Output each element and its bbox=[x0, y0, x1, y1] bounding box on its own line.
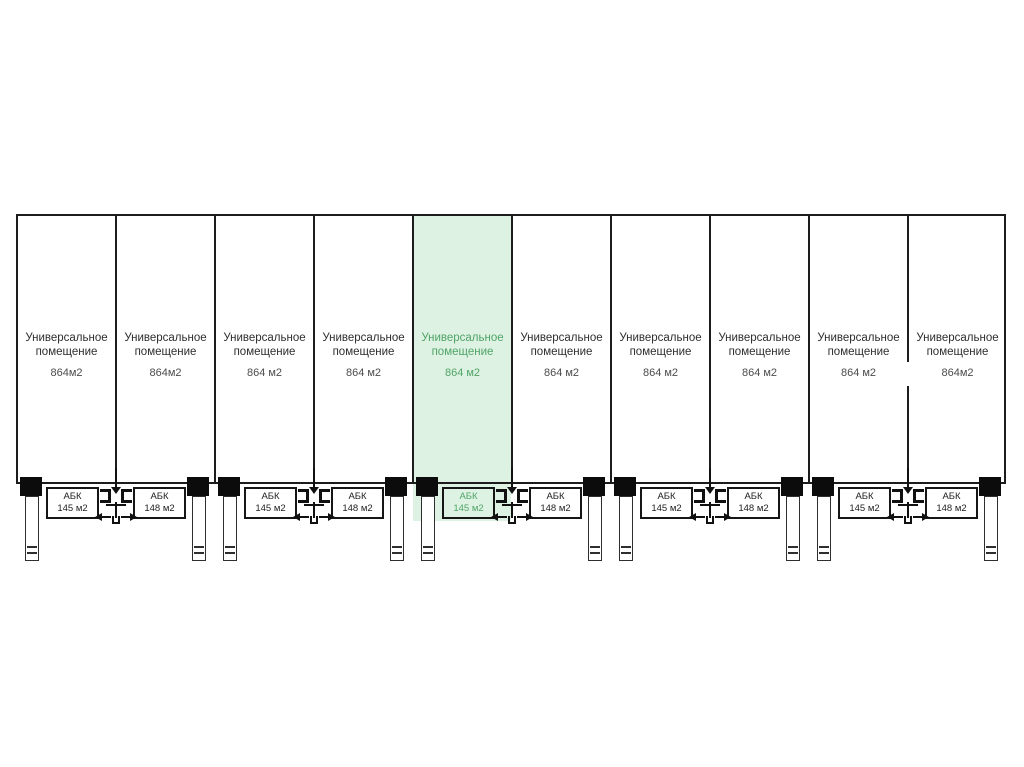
unit-cell-8[interactable] bbox=[710, 214, 809, 484]
pilaster-base-mark bbox=[788, 546, 798, 554]
entrance-crossbar bbox=[700, 504, 720, 506]
door-swing-arrow-left-icon bbox=[95, 513, 102, 521]
abk-room-145 bbox=[46, 487, 99, 519]
structural-column bbox=[218, 477, 240, 496]
door-leaf-icon bbox=[112, 516, 120, 524]
door-swing-arrow-right-icon bbox=[922, 513, 929, 521]
door-frame-right-icon bbox=[913, 489, 924, 503]
entrance-arrow-down-icon bbox=[309, 487, 319, 494]
abk-label: АБК bbox=[150, 490, 169, 502]
pilaster-base-mark bbox=[819, 546, 829, 554]
entrance-arrow-down-icon bbox=[111, 487, 121, 494]
abk-label: АБК bbox=[744, 490, 763, 502]
unit-text bbox=[516, 332, 607, 379]
pilaster-column bbox=[786, 496, 800, 561]
door-swing-line bbox=[102, 516, 111, 518]
door-frame-right-icon bbox=[319, 489, 330, 503]
unit-area: 864м2 bbox=[50, 367, 83, 380]
structural-column bbox=[583, 477, 605, 496]
unit-text bbox=[615, 332, 706, 379]
abk-area: 145 м2 bbox=[651, 503, 682, 514]
abk-label: АБК bbox=[261, 490, 280, 502]
door-frame-left-icon bbox=[694, 489, 705, 503]
door-swing-line bbox=[300, 516, 309, 518]
unit-text bbox=[318, 332, 409, 379]
unit-label: Универсальное помещение bbox=[25, 332, 108, 358]
entrance-stem bbox=[313, 468, 315, 488]
unit-label: Универсальное помещение bbox=[520, 332, 603, 358]
unit-cell-4[interactable] bbox=[314, 214, 413, 484]
door-swing-line bbox=[498, 516, 507, 518]
entrance-crossbar bbox=[502, 504, 522, 506]
unit-area: 864 м2 bbox=[345, 367, 382, 380]
entrance-stem bbox=[115, 468, 117, 488]
pilaster-base-mark bbox=[423, 546, 433, 554]
door-swing-arrow-right-icon bbox=[328, 513, 335, 521]
unit-cell-10[interactable] bbox=[908, 214, 1007, 484]
door-swing-arrow-right-icon bbox=[130, 513, 137, 521]
door-swing-line bbox=[121, 516, 130, 518]
door-swing-arrow-left-icon bbox=[887, 513, 894, 521]
abk-label: АБК bbox=[459, 490, 478, 502]
unit-text bbox=[417, 332, 508, 379]
structural-column bbox=[187, 477, 209, 496]
entrance-vestibule bbox=[94, 468, 138, 526]
door-swing-arrow-right-icon bbox=[526, 513, 533, 521]
door-swing-line bbox=[517, 516, 526, 518]
abk-room-145 bbox=[244, 487, 297, 519]
structural-column bbox=[781, 477, 803, 496]
abk-area: 145 м2 bbox=[57, 503, 88, 514]
unit-cell-1[interactable] bbox=[17, 214, 116, 484]
unit-area: 864 м2 bbox=[642, 367, 679, 380]
pilaster-column bbox=[588, 496, 602, 561]
door-leaf-icon bbox=[310, 516, 318, 524]
pilaster-column bbox=[619, 496, 633, 561]
abk-label: АБК bbox=[546, 490, 565, 502]
door-frame-right-icon bbox=[121, 489, 132, 503]
entrance-vestibule bbox=[490, 468, 534, 526]
door-swing-line bbox=[715, 516, 724, 518]
abk-area: 148 м2 bbox=[144, 503, 175, 514]
pilaster-column bbox=[421, 496, 435, 561]
door-swing-arrow-left-icon bbox=[491, 513, 498, 521]
unit-cell-5-selected[interactable] bbox=[413, 214, 512, 484]
abk-room-145 bbox=[838, 487, 891, 519]
entrance-crossbar bbox=[106, 504, 126, 506]
door-swing-line bbox=[913, 516, 922, 518]
door-frame-left-icon bbox=[298, 489, 309, 503]
entrance-stem bbox=[511, 468, 513, 488]
structural-column bbox=[812, 477, 834, 496]
door-frame-right-icon bbox=[517, 489, 528, 503]
unit-label: Универсальное помещение bbox=[916, 332, 999, 358]
unit-area: 864 м2 bbox=[444, 367, 481, 380]
pilaster-base-mark bbox=[621, 546, 631, 554]
unit-area: 864 м2 bbox=[741, 367, 778, 380]
abk-area: 145 м2 bbox=[453, 503, 484, 514]
door-frame-left-icon bbox=[496, 489, 507, 503]
entrance-stem bbox=[709, 468, 711, 488]
unit-label: Универсальное помещение bbox=[817, 332, 900, 358]
unit-text bbox=[714, 332, 805, 379]
door-swing-arrow-left-icon bbox=[293, 513, 300, 521]
door-swing-line bbox=[696, 516, 705, 518]
abk-pair-3-selected bbox=[413, 468, 611, 568]
door-swing-line bbox=[319, 516, 328, 518]
pilaster-column bbox=[192, 496, 206, 561]
unit-cell-6[interactable] bbox=[512, 214, 611, 484]
pilaster-base-mark bbox=[392, 546, 402, 554]
unit-cell-7[interactable] bbox=[611, 214, 710, 484]
unit-text bbox=[120, 332, 211, 379]
pilaster-column bbox=[25, 496, 39, 561]
unit-area: 864м2 bbox=[941, 367, 974, 380]
unit-text bbox=[21, 332, 112, 379]
abk-pair-5 bbox=[809, 468, 1007, 568]
abk-pair-4 bbox=[611, 468, 809, 568]
entrance-arrow-down-icon bbox=[705, 487, 715, 494]
abk-room-148 bbox=[133, 487, 186, 519]
door-leaf-icon bbox=[904, 516, 912, 524]
abk-room-148 bbox=[727, 487, 780, 519]
abk-room-148 bbox=[331, 487, 384, 519]
entrance-vestibule bbox=[886, 468, 930, 526]
abk-pair-1 bbox=[17, 468, 215, 568]
door-leaf-icon bbox=[508, 516, 516, 524]
unit-cell-9[interactable] bbox=[809, 214, 908, 484]
entrance-crossbar bbox=[898, 504, 918, 506]
unit-area: 864 м2 bbox=[246, 367, 283, 380]
abk-label: АБК bbox=[63, 490, 82, 502]
unit-area: 864м2 bbox=[149, 367, 182, 380]
abk-area: 145 м2 bbox=[255, 503, 286, 514]
door-leaf-icon bbox=[706, 516, 714, 524]
structural-column bbox=[20, 477, 42, 496]
unit-label: Универсальное помещение bbox=[223, 332, 306, 358]
pilaster-base-mark bbox=[194, 546, 204, 554]
abk-area: 148 м2 bbox=[738, 503, 769, 514]
door-frame-left-icon bbox=[892, 489, 903, 503]
unit-label: Универсальное помещение bbox=[322, 332, 405, 358]
entrance-stem bbox=[907, 468, 909, 488]
door-frame-right-icon bbox=[715, 489, 726, 503]
pilaster-column bbox=[390, 496, 404, 561]
door-swing-arrow-right-icon bbox=[724, 513, 731, 521]
abk-room-145-selected bbox=[442, 487, 495, 519]
unit-label: Универсальное помещение bbox=[619, 332, 702, 358]
abk-room-148 bbox=[925, 487, 978, 519]
structural-column bbox=[614, 477, 636, 496]
abk-label: АБК bbox=[348, 490, 367, 502]
unit-area: 864 м2 bbox=[840, 367, 877, 380]
pilaster-base-mark bbox=[225, 546, 235, 554]
door-swing-line bbox=[894, 516, 903, 518]
pilaster-base-mark bbox=[590, 546, 600, 554]
abk-room-148 bbox=[529, 487, 582, 519]
pilaster-column bbox=[817, 496, 831, 561]
pilaster-base-mark bbox=[986, 546, 996, 554]
abk-area: 148 м2 bbox=[342, 503, 373, 514]
unit-cell-3[interactable] bbox=[215, 214, 314, 484]
pilaster-column bbox=[984, 496, 998, 561]
unit-label: Универсальное помещение bbox=[421, 332, 504, 358]
unit-text bbox=[912, 332, 1003, 379]
pilaster-column bbox=[223, 496, 237, 561]
unit-label: Универсальное помещение bbox=[124, 332, 207, 358]
unit-text bbox=[813, 332, 904, 379]
door-swing-arrow-left-icon bbox=[689, 513, 696, 521]
abk-pair-2 bbox=[215, 468, 413, 568]
abk-area: 148 м2 bbox=[540, 503, 571, 514]
pilaster-base-mark bbox=[27, 546, 37, 554]
entrance-arrow-down-icon bbox=[507, 487, 517, 494]
abk-area: 148 м2 bbox=[936, 503, 967, 514]
entrance-crossbar bbox=[304, 504, 324, 506]
entrance-arrow-down-icon bbox=[903, 487, 913, 494]
structural-column bbox=[416, 477, 438, 496]
structural-column bbox=[979, 477, 1001, 496]
door-frame-left-icon bbox=[100, 489, 111, 503]
abk-label: АБК bbox=[855, 490, 874, 502]
unit-cell-2[interactable] bbox=[116, 214, 215, 484]
abk-room-145 bbox=[640, 487, 693, 519]
abk-area: 145 м2 bbox=[849, 503, 880, 514]
abk-label: АБК bbox=[657, 490, 676, 502]
entrance-vestibule bbox=[688, 468, 732, 526]
unit-area: 864 м2 bbox=[543, 367, 580, 380]
unit-text bbox=[219, 332, 310, 379]
abk-label: АБК bbox=[942, 490, 961, 502]
entrance-vestibule bbox=[292, 468, 336, 526]
unit-label: Универсальное помещение bbox=[718, 332, 801, 358]
structural-column bbox=[385, 477, 407, 496]
